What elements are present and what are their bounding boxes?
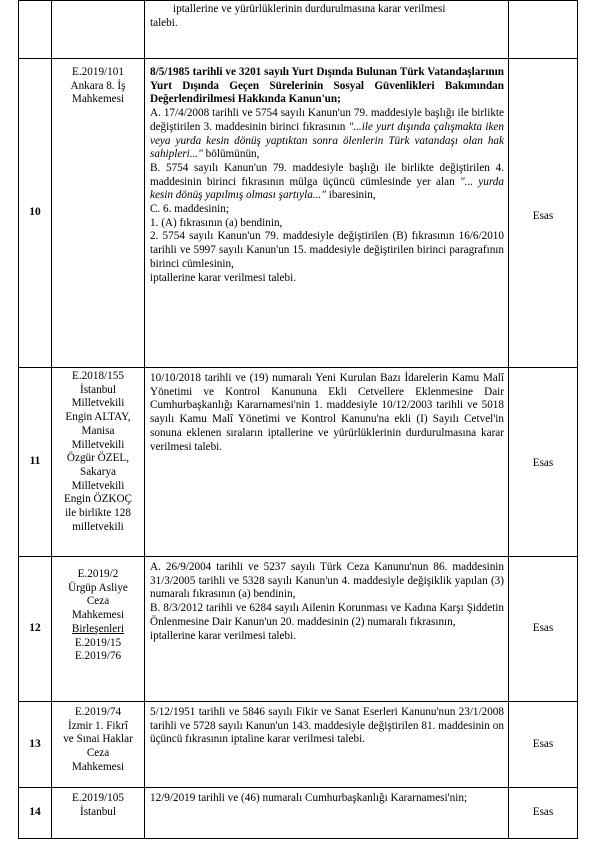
row-number: 10: [19, 59, 52, 368]
clause-a: A. 26/9/2004 tarihli ve 5237 sayılı Türk Ceza Kanunu'nun 86. maddesinin 31/3/2005 tarihli ve 5328 sayılı Kanun'un 4. maddesiyle değişiklik yapılan (3) numaralı fıkrasının (a) bendinin,: [150, 561, 504, 601]
row-number: 13: [19, 702, 52, 788]
description-cell: [145, 788, 509, 839]
case-line: Ankara 8. İş: [70, 79, 126, 92]
case-line: Engin ÖZKOÇ: [63, 493, 133, 506]
case-line: Mahkemesi: [71, 760, 125, 773]
case-cell: [52, 1, 145, 59]
law-title: 8/5/1985 tarihli ve 3201 sayılı Yurt Dışında Bulunan Türk Vatandaşlarının Yurt Dışında Geçen Sürelerinin Sosyal Güvenlikleri Bakımından Değerlendirilmesi Hakkında Kanun'un;: [150, 66, 504, 106]
case-cell: [52, 368, 145, 557]
description-cell: [145, 368, 509, 557]
type-cell: Esas: [509, 702, 578, 788]
case-line: Birleşenleri: [71, 622, 125, 635]
case-cell: [52, 788, 145, 839]
case-line: Sakarya: [79, 465, 117, 478]
description-cell: [145, 59, 509, 368]
case-line: Özgür ÖZEL,: [66, 452, 130, 465]
case-line: milletvekili: [72, 520, 124, 533]
case-line: Ürgüp Asliye: [68, 581, 128, 594]
case-line: İstanbul: [79, 383, 117, 396]
case-line: Manisa: [81, 424, 115, 437]
case-cell: [52, 59, 145, 368]
request-text: iptallerine karar verilmesi talebi.: [150, 271, 296, 284]
table-row: [19, 557, 578, 702]
table-row: [19, 788, 578, 839]
case-line: Milletvekili: [71, 479, 125, 492]
description-cell: [145, 1, 509, 59]
description-cell: [145, 557, 509, 702]
clause-b: B. 8/3/2012 tarihli ve 6284 sayılı Ailenin Korunması ve Kadına Karşı Şiddetin Önlenmesine Dair Kanun'un 20. maddesinin (2) numaralı fıkrasının,: [150, 602, 504, 628]
type-cell: Esas: [509, 368, 578, 557]
type-cell: [509, 1, 578, 59]
clause-c: C. 6. maddesinin;: [150, 203, 229, 216]
clause-c2: 2. 5754 sayılı Kanun'un 79. maddesiyle değiştirilen (B) fıkrasının 16/6/2010 tarihli ve 5997 sayılı Kanun'un 15. maddesiyle değiştirilen birinci paragrafının birinci cümlesinin,: [150, 230, 504, 270]
table-row: [19, 59, 578, 368]
case-line: Mahkemesi: [71, 93, 125, 106]
row-number: 11: [19, 368, 52, 557]
case-line: Milletvekili: [71, 397, 125, 410]
clause-a: A. 17/4/2008 tarihli ve 5754 sayılı Kanun'un 79. maddesiyle başlığı ile birlikte değiştirilen 3. maddesinin birinci fıkrasının "...ile yurt dışında çalışmakta iken veya yurda kesin dönüş yaptıktan sonra ölenlerin Türk vatandaşı olan hak sahipleri..." bölümünün,: [150, 107, 504, 161]
table-row: [19, 1, 578, 59]
case-line: ve Sınai Haklar: [63, 733, 133, 746]
case-line: E.2019/74: [74, 706, 122, 718]
cases-table: [18, 0, 578, 839]
clause-b: B. 5754 sayılı Kanun'un 79. maddesiyle başlığı ile birlikte değiştirilen 4. maddesinin birinci fıkrasının mülga üçüncü cümlesinde yer alan "... yurda kesin dönüş yapılmış olması şartıyla..." ibaresinin,: [150, 161, 504, 202]
case-line: E.2018/155: [72, 370, 124, 382]
case-line: İzmir 1. Fikrî: [68, 719, 128, 732]
case-line: Ceza: [86, 747, 110, 760]
case-line: ile birlikte 128: [65, 507, 131, 520]
request-text: iptallerine karar verilmesi talebi.: [150, 629, 296, 642]
case-line: E.2019/76: [74, 650, 122, 663]
case-cell: [52, 557, 145, 702]
type-cell: Esas: [509, 59, 578, 368]
case-line: Engin ALTAY,: [65, 411, 131, 424]
case-line: Ceza: [86, 595, 110, 608]
case-line: İstanbul: [79, 805, 117, 818]
description-line: talebi.: [150, 16, 178, 29]
description-text: 10/10/2018 tarihli ve (19) numaralı Yeni Kurulan Bazı İdarelerin Kamu Malî Yönetimi ve Kontrol Kanununa Ekli Cetvellere Eklenmesine Dair Cumhurbaşkanlığı Kararnamesi'nin 1. maddesiyle 10/12/2003 tarihli ve 5018 sayılı Kamu Malî Yönetimi ve Kontrol Kanunu'na ekli (I) Sayılı Cetvel'in sonuna eklenen sıraların iptallerine ve yürürlüklerinin durdurulmasına karar verilmesi talebi.: [150, 372, 504, 453]
case-line: E.2019/101: [72, 66, 124, 78]
description-text: 12/9/2019 tarihli ve (46) numaralı Cumhurbaşkanlığı Kararnamesi'nin;: [150, 792, 468, 804]
type-cell: Esas: [509, 557, 578, 702]
table-row: [19, 702, 578, 788]
description-text: 5/12/1951 tarihli ve 5846 sayılı Fikir ve Sanat Eserleri Kanunu'nun 23/1/2008 tarihli ve 5728 sayılı Kanun'un 143. maddesiyle değiştirilen 81. maddesinin on üçüncü fıkrasının iptaline karar verilmesi talebi.: [150, 706, 504, 746]
case-line: E.2019/105: [72, 792, 124, 804]
case-line: E.2019/2: [77, 568, 119, 580]
case-line: Mahkemesi: [71, 609, 125, 622]
description-line: iptallerine ve yürürlüklerinin durdurulmasına karar verilmesi: [173, 3, 446, 15]
clause-c1: 1. (A) fıkrasının (a) bendinin,: [150, 216, 283, 229]
case-line: E.2019/15: [74, 636, 122, 649]
table-row: [19, 368, 578, 557]
row-number: 12: [19, 557, 52, 702]
type-cell: Esas: [509, 788, 578, 839]
case-cell: [52, 702, 145, 788]
row-number: [19, 1, 52, 59]
description-cell: [145, 702, 509, 788]
case-line: Milletvekili: [71, 438, 125, 451]
row-number: 14: [19, 788, 52, 839]
